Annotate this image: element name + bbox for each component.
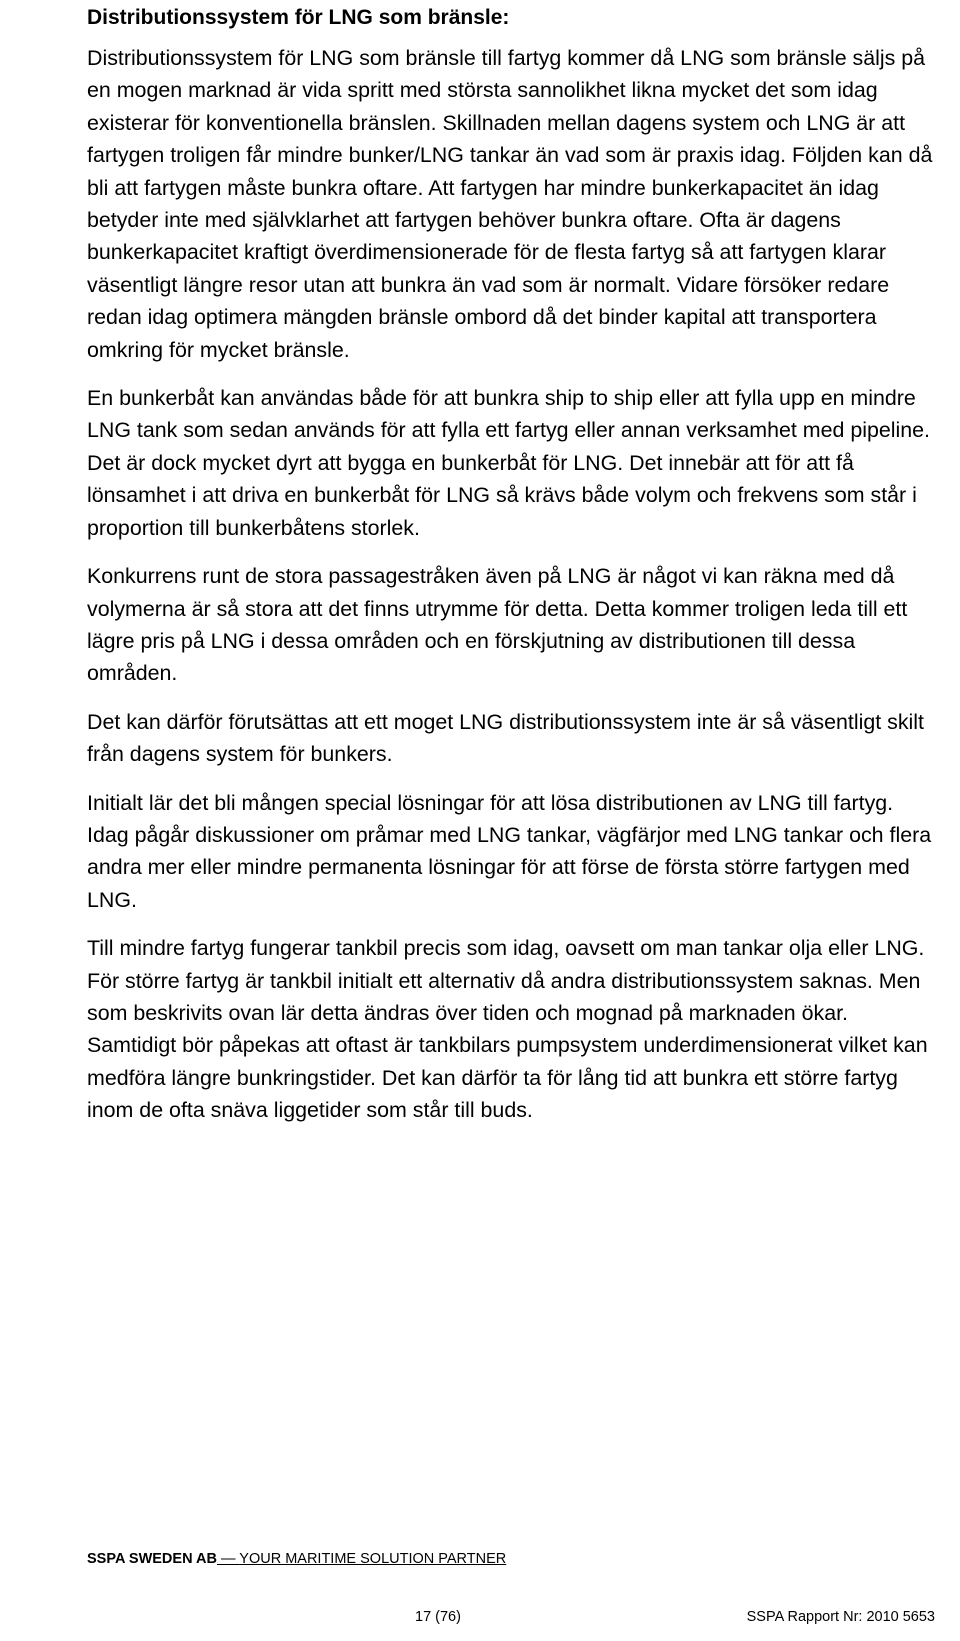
report-number: SSPA Rapport Nr: 2010 5653 bbox=[746, 1609, 935, 1625]
paragraph-6: Till mindre fartyg fungerar tankbil precis som idag, oavsett om man tankar olja eller LNG. För större fartyg är tankbil initialt ett alternativ då andra distributionssystem saknas. Men som beskrivits ovan lär detta ändras över tiden och mognad på marknaden ökar. Samtidigt bör påpekas att oftast är tankbilars pumpsystem underdimensionerat vilket kan medföra längre bunkringstider. Det kan därför ta för lång tid att bunkra ett större fartyg inom de ofta snäva liggetider som står till buds. bbox=[87, 936, 928, 1123]
paragraph-5: Initialt lär det bli mången special lösningar för att lösa distributionen av LNG till fartyg. Idag pågår diskussioner om pråmar med LNG tankar, vägfärjor med LNG tankar och flera andra mer eller mindre permanenta lösningar för att förse de första större fartygen med LNG. bbox=[87, 790, 932, 912]
section-heading: Distributionssystem för LNG som bränsle: bbox=[87, 6, 510, 29]
company-name: SSPA SWEDEN AB bbox=[87, 1551, 217, 1567]
paragraph-2: En bunkerbåt kan användas både för att bunkra ship to ship eller att fylla upp en mindre LNG tank som sedan används för att fylla ett fartyg eller annan verksamhet med pipeline. Det är dock mycket dyrt att bygga en bunkerbåt för LNG. Det innebär att för att få lönsamhet i att driva en bunkerbåt för LNG så krävs både volym och frekvens som står i proportion till bunkerbåtens storlek. bbox=[87, 386, 930, 540]
page-number: 17 (76) bbox=[415, 1609, 461, 1625]
footer-company bbox=[87, 1549, 506, 1569]
paragraph-1: Distributionssystem för LNG som bränsle till fartyg kommer då LNG som bränsle säljs på en mogen marknad är vida spritt med största sannolikhet likna mycket det som idag existerar för konventionella bränslen. Skillnaden mellan dagens system och LNG är att fartygen troligen får mindre bunker/LNG tankar än vad som är praxis idag. Följden kan då bli att fartygen måste bunkra oftare. Att fartygen har mindre bunkerkapacitet än idag betyder inte med självklarhet att fartygen behöver bunkra oftare. Ofta är dagens bunkerkapacitet kraftigt överdimensionerade för de flesta fartyg så att fartygen klarar väsentligt längre resor utan att bunkra än vad som är normalt. Vidare försöker redare redan idag optimera mängden bränsle ombord då det binder kapital att transportera omkring för mycket bränsle. bbox=[87, 46, 933, 362]
footer-separator: — bbox=[216, 1551, 240, 1567]
paragraph-3: Konkurrens runt de stora passagestråken även på LNG är något vi kan räkna med då volymerna är så stora att det finns utrymme för detta. Detta kommer troligen leda till ett lägre pris på LNG i dessa områden och en förskjutning av distributionen till dessa områden. bbox=[87, 564, 908, 686]
paragraph-4: Det kan därför förutsättas att ett moget LNG distributionssystem inte är så väsentligt skilt från dagens system för bunkers. bbox=[87, 709, 924, 767]
company-tagline: YOUR MARITIME SOLUTION PARTNER bbox=[239, 1551, 507, 1567]
document-body bbox=[87, 42, 935, 1143]
